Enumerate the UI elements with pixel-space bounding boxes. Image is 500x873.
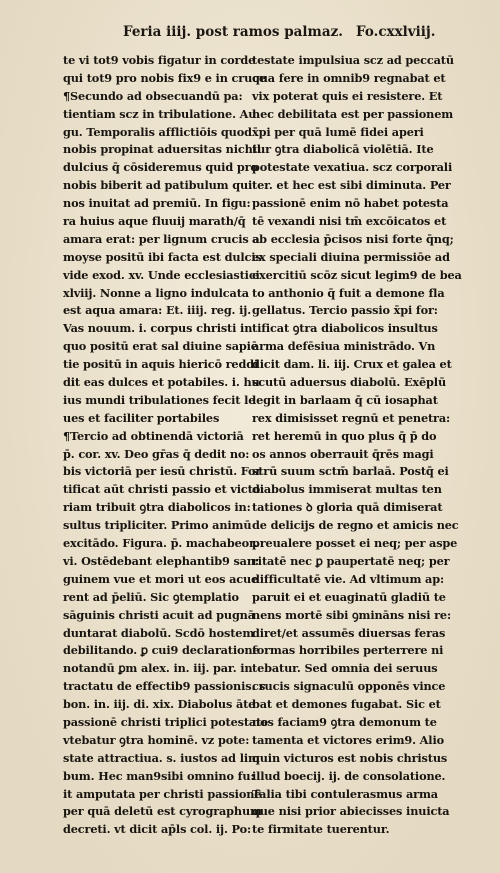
- text-line: tificat ꝯtra diabolicos insultus: [252, 321, 438, 336]
- text-line: tationes ꝺ gloria quā dimiserat: [252, 500, 443, 515]
- text-line: dit eas dulces et potabiles. i. hu: [63, 375, 260, 390]
- text-line: os annos oberrauit q̄rēs magi: [252, 446, 434, 461]
- text-line: sāguinis christi acuit ad pugnā: [63, 607, 255, 622]
- folio-number: Fo.cxxlviij.: [356, 24, 436, 40]
- text-line: dulcius q̄ cōsideremus quid pro: [63, 160, 258, 175]
- text-line: tie positū in aquis hiericō reddi: [63, 357, 259, 372]
- text-line: passionē enim nō habet potesta: [252, 196, 449, 211]
- left-text-column: [63, 52, 269, 839]
- text-line: tamenta et victores erim9. Alio: [252, 732, 444, 747]
- text-line: vix poterat quis ei resistere. Et: [252, 88, 443, 103]
- text-line: Talia tibi contulerasmus arma: [252, 786, 438, 801]
- text-line: legit in barlaam q̄ cū iosaphat: [252, 392, 438, 407]
- text-line: bis victoriā per iesū christū. For: [63, 464, 262, 479]
- text-line: p̄. cor. xv. Deo gr̄as q̄ dedit no:: [63, 446, 250, 461]
- text-line: nos inuitat ad premiū. In figu:: [63, 196, 251, 211]
- text-line: te vi tot9 vobis figatur in corde: [63, 53, 256, 67]
- text-line: bat et demones fugabat. Sic et: [252, 697, 441, 712]
- text-line: tificat aūt christi passio et victo:: [63, 482, 265, 497]
- text-line: gellatus. Tercio passio x̄pi for:: [252, 303, 438, 318]
- text-line: vtebatur ꝯtra hominē. vz pote:: [63, 732, 250, 747]
- text-line: ¶Tercio ad obtinendā victoriā: [63, 428, 244, 443]
- text-line: debilitando. ꝑ cui9 declaratione: [63, 643, 260, 658]
- text-line: passionē christi triplici potestate: [63, 714, 269, 729]
- text-line: arma defēsiua ministrādo. Vn: [252, 339, 436, 354]
- text-line: ius mundi tribulationes fecit le: [63, 392, 256, 407]
- text-line: moyse positū ibi facta est dulcis: [63, 249, 262, 264]
- text-line: exercitiū scōz sicut legim9 de bea: [252, 267, 462, 282]
- text-line: strū suum sctm̄ barlaā. Postq̄ ei: [252, 464, 449, 479]
- text-line: guinem vue et mori ut eos acue: [63, 571, 259, 586]
- text-line: tur ꝯtra diabolicā violētiā. Ite: [252, 142, 434, 157]
- text-line: state attractiua. s. iustos ad lim: [63, 750, 260, 765]
- text-line: formas horribiles perterrere ni: [252, 643, 444, 658]
- text-line: tebatur. Sed omnia dei seruus: [252, 661, 438, 676]
- text-line: nens mortē sibi ꝯmināns nisi re:: [252, 607, 451, 622]
- text-line: ab ecclesia p̄cisos nisi forte q̄nq;: [252, 231, 454, 246]
- text-line: sultus tripliciter. Primo animū: [63, 518, 252, 533]
- text-line: diret/et assumēs diuersas feras: [252, 625, 446, 640]
- text-line: ¶Secundo ad obsecuandū pa:: [63, 88, 243, 103]
- text-line: ues et faciliter portabiles: [63, 410, 220, 425]
- text-line: ra huius aque fluuij marath/q̄: [63, 214, 246, 229]
- text-line: it amputata per christi passionē: [63, 786, 262, 801]
- text-line: vide exod. xv. Unde ecclesiastici: [63, 267, 260, 282]
- text-line: potestate vexatiua. scz corporali: [252, 160, 453, 175]
- text-line: gu. Temporalis afflictiōis quod: [63, 124, 252, 139]
- text-line: duntarat diabolū. Scdō hostem: [63, 625, 255, 640]
- text-line: nobis propinat aduersitas nichil: [63, 142, 261, 157]
- text-line: diabolus immiserat multas ten: [252, 482, 442, 497]
- text-line: hec debilitata est per passionem: [252, 106, 454, 121]
- running-title: Feria iiij. post ramos palmaz.: [123, 24, 343, 40]
- text-line: Vas nouum. i. corpus christi in: [63, 321, 253, 336]
- text-line: tractatu de effectib9 passionis. s: [63, 679, 266, 694]
- text-line: ex speciali diuina permissiōe ad: [252, 249, 450, 264]
- text-line: paruit ei et euaginatū gladiū te: [252, 589, 446, 604]
- text-line: quin victuros est nobis christus: [252, 750, 448, 765]
- text-line: quo positū erat sal diuine sapiē: [63, 339, 258, 354]
- text-line: ret heremū in quo plus q̄ p̄ do: [252, 428, 437, 443]
- running-header: [0, 16, 500, 46]
- text-line: to anthonio q̄ fuit a demone fla: [252, 285, 445, 300]
- text-line: illud boecij. ij. de consolatione.: [252, 768, 446, 783]
- text-line: nos faciam9 ꝯtra demonum te: [252, 714, 437, 729]
- text-line: bum. Hec man9sibi omnino fu:: [63, 768, 255, 783]
- text-line: decreti. vt dicit ap̄ls col. ij. Po:: [63, 822, 251, 837]
- text-line: ritatē nec ꝑ paupertatē neq; per: [252, 553, 450, 568]
- text-line: preualere posset ei neq; per aspe: [252, 536, 458, 551]
- text-line: ter. et hec est sibi diminuta. Per: [252, 178, 451, 193]
- text-line: excitādo. Figura. p̄. machabeor.: [63, 536, 258, 551]
- text-line: dicit dam. li. iij. Crux et galea et: [252, 357, 452, 372]
- text-line: amara erat: per lignum crucis a: [63, 231, 260, 246]
- text-line: riam tribuit ꝯtra diabolicos in:: [63, 500, 251, 515]
- text-line: de delicijs de regno et amicis nec: [252, 518, 459, 533]
- text-line: vi. Ostēdebant elephantib9 san:: [63, 553, 259, 568]
- text-line: per quā deletū est cyrographum: [63, 804, 262, 819]
- text-line: bon. in. iij. di. xix. Diabolus āte: [63, 697, 256, 712]
- text-line: x̄pi per quā lumē fidei aperi: [252, 124, 424, 139]
- text-line: tientiam scz in tribulatione. Au: [63, 106, 257, 121]
- text-line: testate impulsiua scz ad peccatū: [252, 53, 454, 67]
- text-line: tē vexandi nisi tm̄ excōicatos et: [252, 214, 447, 229]
- text-line: qui tot9 pro nobis fix9 e in cruce: [63, 70, 266, 85]
- text-line: nobis biberit ad patibulum qui: [63, 178, 253, 193]
- right-text-column: [252, 52, 462, 839]
- text-line: est aqua amara: Et. iiij. reg. ij.: [63, 303, 251, 318]
- text-line: rent ad p̄eliū. Sic ꝯtemplatio: [63, 589, 239, 604]
- text-line: que nisi prior abiecisses inuicta: [252, 804, 450, 819]
- text-line: qua fere in omnib9 regnabat et: [252, 70, 446, 85]
- text-line: xlviij. Nonne a ligno indulcata: [63, 285, 249, 300]
- text-line: scutū aduersus diabolū. Exēplū: [252, 375, 447, 390]
- text-line: notandū ꝑm alex. in. iij. par. in: [63, 661, 253, 676]
- text-line: rex dimisisset regnū et penetra:: [252, 410, 451, 425]
- text-line: crucis signaculū opponēs vince: [252, 679, 446, 694]
- text-line: difficultatē vie. Ad vltimum ap:: [252, 571, 444, 586]
- text-line: te firmitate tuerentur.: [252, 822, 390, 837]
